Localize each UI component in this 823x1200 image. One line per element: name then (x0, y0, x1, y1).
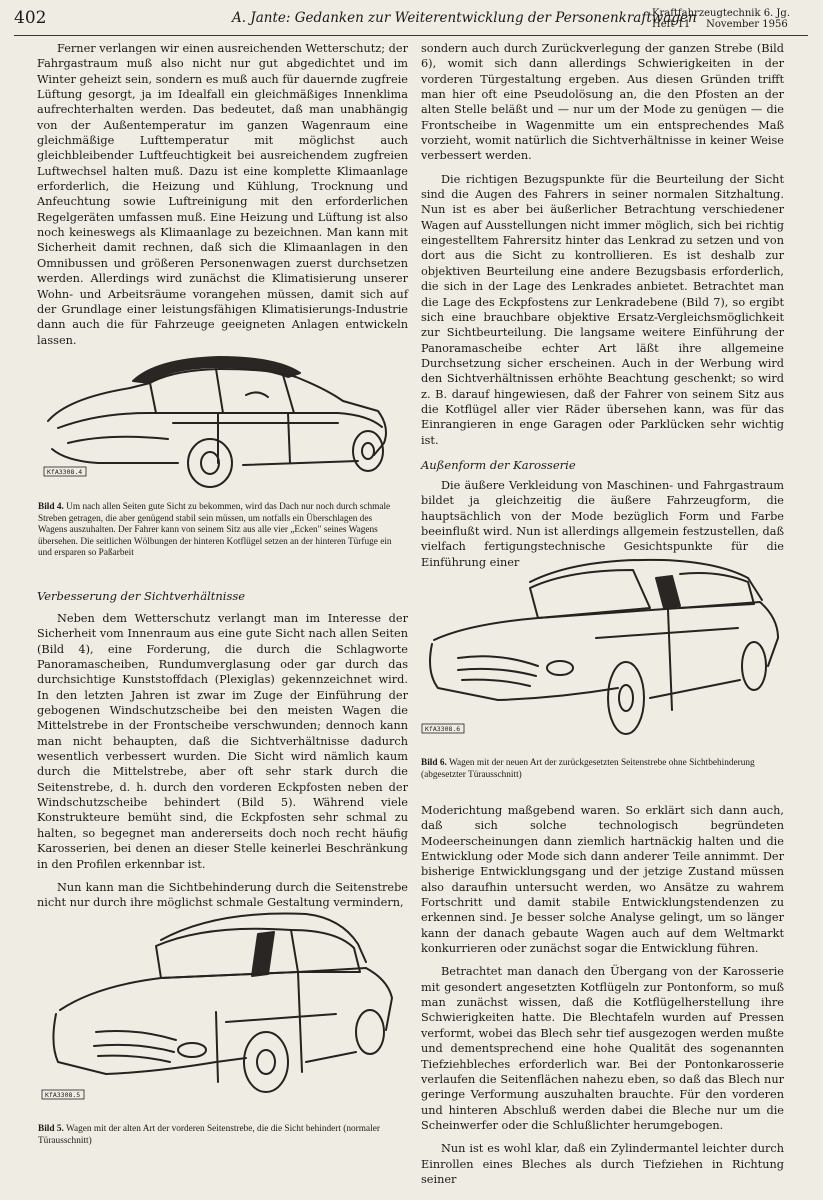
journal-volume: Kraftfahrzeugtechnik 6. Jg. (652, 8, 791, 19)
figure-6-caption (421, 758, 781, 781)
paragraph-cylinder: Nun ist es wohl klar, daß ein Zylindermantel leichter durch Einrollen eines Bleches als durch Tiefziehen in Richtung seiner (421, 1142, 784, 1186)
figure-5-caption-text: Wagen mit der alten Art der vorderen Seitenstrebe, die die Sicht behindert (normaler Türausschnitt) (38, 1124, 380, 1146)
figure-5-tag: KfA3308.5 (45, 1091, 81, 1099)
figure-5-caption (38, 1124, 404, 1147)
figure-4-caption (38, 502, 394, 560)
paragraph-reference-points: Die richtigen Bezugspunkte für die Beurteilung der Sicht sind die Augen des Fahrers in seiner normalen Sitzhaltung. Nun ist es aber bei äußerlicher Betrachtung verschiedener Wagen auf Ausstellungen nicht immer möglich, sich bei richtig eingestelltem Fahrersitz hinter das Lenkrad zu setzen und von dort aus die Sicht zu kontrollieren. Es ist deshalb zur objektiven Beurteilung eine andere Bezugsbasis erforderlich, die sich in der Lage des Lenkrades anbietet. Betrachtet man die Lage des Eckpfostens zur Lenkradebene (Bild 7), so ergibt sich eine brauchbare objektive Ersatz-Vergleichsmöglichkeit zur Sichtbeurteilung. Die langsame weitere Einführung der Panoramascheibe echter Art läßt ihre allgemeine Durchsetzung sicher erscheinen. Auch in der Werbung wird den Sichtverhältnissen erhöhte Beachtung geschenkt; so wird z. B. darauf hingewiesen, daß der Fahrer von seinem Sitz aus die Kotflügel aller vier Räder übersehen kann, was für das Einrangieren in enge Garagen oder Parklücken sehr wichtig ist. (421, 172, 784, 447)
figure-4-caption-text: Um nach allen Seiten gute Sicht zu bekommen, wird das Dach nur noch durch schmale Streben getragen, die aber genügend stabil sein müssen, um notfalls ein Überschlagen des Wagens auszuhalten. Der Fahrer kann von seinem Sitz aus alle vier „Ecken" seines Wagens übersehen. Die seitlichen Wölbungen der hinteren Kotflügel setzen an der hinteren Türfuge ein und ersparen so Paßarbeit (38, 502, 392, 559)
left-column-top (37, 41, 408, 348)
figure-5-label: Bild 5. (38, 1124, 64, 1134)
page-number: 402 (14, 8, 47, 28)
figure-6-caption-text: Wagen mit der neuen Art der zurückgesetzten Seitenstrebe ohne Sichtbehinderung (abgesetzter Türausschnitt) (421, 758, 755, 780)
paragraph-fashion: Moderichtung maßgebend waren. So erklärt sich dann auch, daß sich solche technologisch begründeten Modeerscheinungen dann ziemlich hartnäckig halten und die Entwicklung oder Mode sich dann anderer Teile annimmt. Der bisherige Entwicklungsgang und der jetzige Zustand müssen also daraufhin untersucht werden, wo Ansätze zu wahrem Fortschritt und damit stabile Entwicklungstendenzen zu erkennen sind. Je besser solche Analyse gelingt, um so länger kann der danach gebaute Wagen auch auf dem Weltmarkt konkurrieren oder zunächst sogar die Entwicklung führen. (421, 804, 784, 956)
paragraph-ponton: Betrachtet man danach den Übergang von der Karosserie mit gesondert angesetzten Kotflügeln zur Pontonform, so muß man zunächst wissen, daß die Kotflügelherstellung ihre Schwierigkeiten hatte. Die Blechtafeln wurden auf Pressen verformt, wobei das Blech sehr tief ausgezogen werden mußte und dementsprechend eine hohe Qualität des sogenannten Tiefziehbleches erforderlich war. Bei der Pontonkarosserie verlaufen die Seitenflächen nahezu eben, so daß das Blech nur geringe Verformung auszuhalten brauchte. Für den vorderen und hinteren Abschluß werden dabei die Bleche nur um die Scheinwerfer oder die Schlußlichter herumgebogen. (421, 965, 784, 1132)
left-column-middle (37, 589, 408, 911)
right-column-top (421, 41, 784, 570)
journal-issue: Heft 11 November 1956 (652, 19, 788, 30)
figure-6-tag: KfA3308.6 (425, 725, 461, 733)
paragraph-strut: Nun kann man die Sichtbehinderung durch die Seitenstrebe nicht nur durch ihre möglichst schmale Gestaltung vermindern, (37, 880, 408, 910)
section-heading-body-shape: Außenform der Karosserie (421, 457, 576, 472)
running-title: A. Jante: Gedanken zur Weiterentwicklung der Personenkraftwagen (232, 10, 697, 26)
paragraph-climate: Ferner verlangen wir einen ausreichenden Wetterschutz; der Fahrgastraum muß also nicht nur gut abgedichtet und im Winter geheizt sein, sondern es muß auch für dauernde zugfreie Lüftung gesorgt, ja im Idealfall ein gleichmäßiges Innenklima aufrechterhalten werden. Das bedeutet, daß man unabhängig von der Außentemperatur im ganzen Wagenraum eine gleichmäßige Lufttemperatur mit möglichst auch gleichbleibender Luftfeuchtigkeit bei ausreichendem zugfreien Luftwechsel halten muß. Dazu ist eine komplette Klimaanlage erforderlich, die Heizung und Kühlung, Trocknung und Anfeuchtung sowie Luftreinigung mit den erforderlichen Regelgeräten umfassen muß. Eine Heizung und Lüftung ist also noch keineswegs als Klimaanlage zu bezeichnen. Man kann mit Sicherheit damit rechnen, daß sich die Klimaanlagen in den Omnibussen und größeren Personenwagen zuerst durchsetzen werden. Allerdings wird zunächst die Klimatisierung unserer Wohn- und Arbeitsräume vorangehen müssen, damit sich auf der Grundlage einer leistungsfähigen Klimatisierungs-Industrie dann auch die für Fahrzeuge geeigneten Anlagen entwickeln lassen. (37, 42, 408, 347)
paragraph-strut-continued: sondern auch durch Zurückverlegung der ganzen Strebe (Bild 6), womit sich dann allerdings Schwierigkeiten in der vorderen Türgestaltung ergeben. Aus diesen Gründen trifft man hier oft eine Pseudolösung an, die den Pfosten an der alten Stelle beläßt und — nur um der Mode zu genügen — die Frontscheibe in Wagenmitte um ein entsprechendes Maß vorzieht, womit natürlich die Sichtverhältnisse in keiner Weise verbessert werden. (421, 42, 784, 163)
figure-4-car-drawing (38, 343, 398, 493)
figure-4-label: Bild 4. (38, 502, 64, 512)
header-rule (14, 35, 808, 36)
figure-6-car-drawing (418, 548, 788, 744)
figure-6-label: Bild 6. (421, 758, 447, 768)
page-header (14, 6, 810, 36)
section-heading-sight: Verbesserung der Sichtverhältnisse (37, 589, 246, 603)
figure-4-tag: KfA3308.4 (47, 468, 83, 476)
journal-info (652, 8, 802, 30)
paragraph-sight: Neben dem Wetterschutz verlangt man im Interesse der Sicherheit vom Innenraum aus eine gute Sicht nach allen Seiten (Bild 4), eine Forderung, die durch die Schlagworte Panoramascheiben, Rundumverglasung oder gar durch das durchsichtige Kunststoffdach (Plexiglas) gekennzeichnet wird. In den letzten Jahren ist zwar im Zuge der Einführung der gebogenen Windschutzscheibe bei den meisten Wagen die Mittelstrebe in der Frontscheibe verschwunden; dennoch kann man nicht behaupten, daß die Sichtverhältnisse dadurch wesentlich verbessert wurden. Die Sicht wird nämlich kaum durch die Mittelstrebe, aber oft sehr stark durch die Seitenstrebe, d. h. durch den vorderen Eckpfosten neben der Windschutzscheibe behindert (Bild 5). Während viele Konstrukteure bemüht sind, die Eckpfosten sehr schmal zu halten, so begegnet man andererseits doch noch recht häufig Karosserien, bei denen an dieser Stelle keinerlei Beschränkung in den Profilen erkennbar ist. (37, 612, 408, 871)
figure-5-car-drawing (36, 902, 400, 1114)
paragraph-body-shape: Die äußere Verkleidung von Maschinen- und Fahrgastraum bildet ja gleichzeitig die äußere Fahrzeugform, die hauptsächlich von der Mode bezüglich Form und Farbe beeinflußt wird. Nun ist allerdings allgemein festzustellen, daß vielfach fertigungstechnische Gesichtspunkte für die Einführung einer (421, 478, 784, 569)
right-column-bottom (421, 803, 784, 1187)
